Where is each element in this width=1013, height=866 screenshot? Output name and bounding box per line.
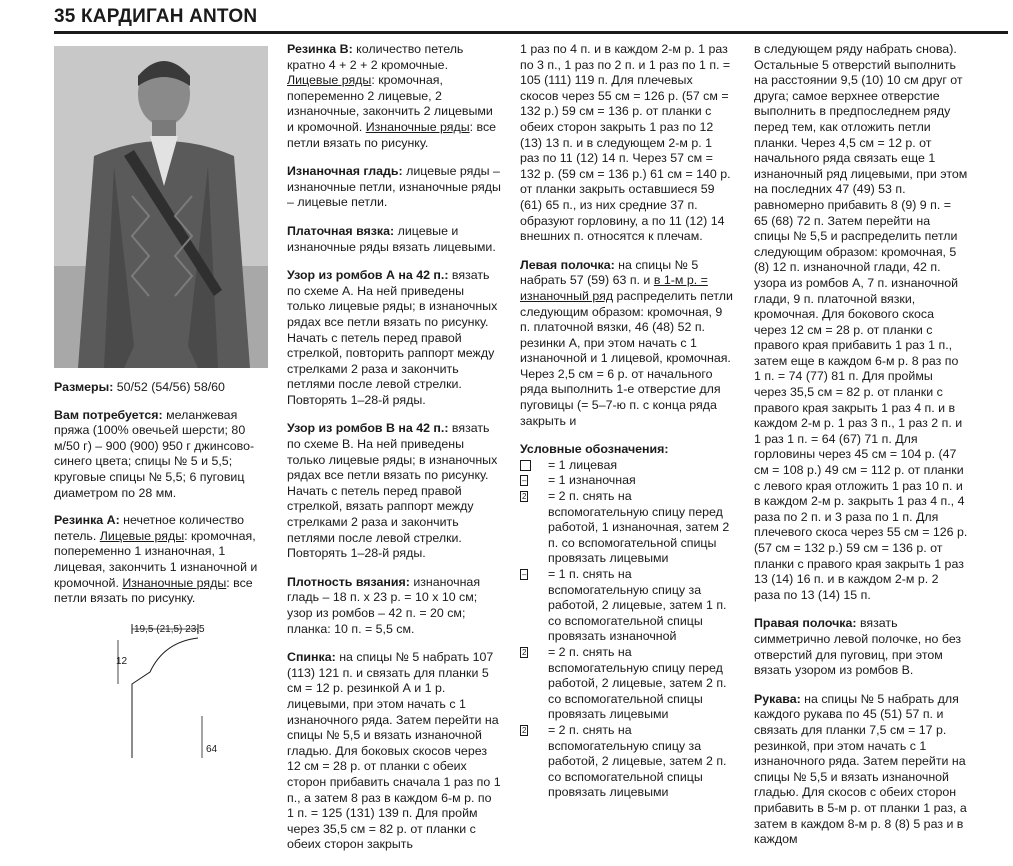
schema-bottom-label: 64 [206,744,218,755]
rib-b-underline-1: Лицевые ряды [287,73,372,88]
left-front-text-2: распределить петли следующим образом: кромочная, 9 п. платочной вязки, 46 (48) 52 п. резинки А, при этом начать с 1 изнаночной и 1 лицевой, кромочная. Через 2,5 см = 6 р. от начального ряда выполнить 1-е отверстие для пуговицы (= 5–7-ю п. с конца ряда закрыть и [520,288,733,428]
rib-b-underline-2: Изнаночные ряды [365,119,470,134]
legend-text: = 2 п. снять на вспомогательную спицу перед работой, 1 изнаночная, затем 2 п. со вспомогательной спицы провязать лицевыми [548,489,730,566]
materials-paragraph [54,408,270,502]
left-front-text-1: на спицы № 5 набрать 57 (59) 63 п. и [520,257,699,288]
purl-paragraph [287,164,501,211]
density-label: Плотность вязания: [287,574,410,589]
sleeves-value: на спицы № 5 набрать для каждого рукава по 45 (51) 57 п. и связать для планки 7,5 см = 17 р. резинкой, при этом начать с 1 изнаночного ряда. Затем перейти на спицы № 5,5 и вязать изнаночной гладью. Для скосов с обеих сторон прибавить в 5-м р. от планки 1 раз, а затем в каждом 8-м р. 8 (8) 5 раз и в каждом [754,691,967,847]
legend-item [520,645,734,723]
density-value: изнаночная гладь – 18 п. х 23 р. = 10 х 10 см; узор из ромбов – 42 п. = 20 см; планка: 10 п. = 5,5 см. [287,574,481,636]
legend-item [520,473,734,489]
schema-top-label: 19,5 (21,5) 23,5 [134,624,205,635]
page-title: 35 КАРДИГАН ANTON [54,6,258,27]
column-2 [287,42,501,866]
legend-text: = 1 п. снять на вспомогательную спицу за работой, 2 лицевые, затем 1 п. со вспомогательной спицы провязать изнаночной [548,567,727,644]
cable-back-purl-icon: – [522,570,527,579]
rib-a-underline-1: Лицевые ряды [99,528,185,543]
legend-text: = 2 п. снять на вспомогательную спицу перед работой, 2 лицевые, затем 2 п. со вспомогательной спицы провязать лицевыми [548,644,727,722]
rib-b-text-2: : кромочная, попеременно 2 лицевые, 2 изнаночные, закончить 2 лицевыми и кромочной. [287,73,493,134]
pattern-a-value: вязать по схеме А. На ней приведены только лицевые ряды; в изнаночных рядах все петли вязать по рисунку. Начать с петель перед правой стрелкой, повторить раппорт между стрелками 2 раза и закончить петлями после левой стрелки. Повторять 1–28-й ряды. [287,268,498,407]
right-front-value: вязать симметрично левой полочке, но без отверстий для пуговиц, при этом вязать узором из ромбов В. [754,616,962,678]
pattern-b-label: Узор из ромбов В на 42 п.: [287,421,449,436]
title-rule [54,31,1008,34]
purl-value: лицевые ряды – изнаночные петли, изнаночные ряды – лицевые петли. [287,164,501,210]
left-front-continued: в следующем ряду набрать снова). Остальные 5 отверстий выполнить на расстоянии 9,5 (10) 10 см друг от друга; самое верхнее отверстие выполнить в предпоследнем ряду перед тем, как отложить петли планки. Через 4,5 см = 12 р. от начального ряда связать еще 1 изнаночный ряд лицевыми, при этом на последних 47 (49) 53 п. равномерно прибавить 8 (9) 9 п. = 65 (68) 72 п. Затем перейти на спицы № 5,5 и распределить петли следующим образом: кромочная, 5 (8) 12 п. изнаночной глади, 42 п. узора из ромбов А, 7 п. изнаночной глади, 9 п. платочной вязки, кромочная. Для бокового скоса через 12 см = 28 р. от планки с правого края прибавить 1 раз 1 п., затем еще в каждом 6-м р. 8 раз по 1 п. = 74 (77) 81 п. Для проймы через 35,5 см = 82 р. от планки с правого края закрыть 1 раз 4 п. и в каждом 2-м р. 1 раз 3 п., 1 раз 2 п. и 1 раз 1 п. = 64 (67) 71 п. Для горловины через 45 см = 104 р. (47 см = 108 р.) 49 см = 112 р. от планки с левого края отложить 1 раз 10 п. и в каждом 2-м р. закрыть 1 раз 4 п., 4 раза по 2 п. и 3 раза по 1 п. Для плечевого скоса через 55 см = 126 р. (57 см = 132 р.) 59 см = 136 р. от планки с правого края закрыть 1 раз 13 (14) 16 п. и в каждом 2-м р. 2 раза по 13 (14) 15 п. [754,42,968,602]
pattern-b-paragraph [287,421,501,561]
schema-drawing [110,620,270,758]
density-paragraph [287,575,501,637]
back-continued: 1 раз по 4 п. и в каждом 2-м р. 1 раз по 3 п., 1 раз по 2 п. и 1 раз по 1 п. = 105 (111) 119 п. Для плечевых скосов через 55 см = 126 р. (57 см = 132 р.) 59 см = 136 р. от планки с обеих сторон закрыть 1 раз по 12 (13) 13 п. и в следующем 2-м р. 1 раз по 11 (12) 14 п. Через 57 см = 132 р. (59 см = 136 р.) 61 см = 140 р. от планки закрыть оставшиеся 59 (61) 65 п., из них средние 37 п. образуют горловину, а по 11 (12) 14 внешних п. относятся к плечам. [520,42,731,244]
garter-label: Платочная вязка: [287,223,395,238]
legend-title: Условные обозначения: [520,442,669,457]
right-front-label: Правая полочка: [754,616,857,631]
column-4 [754,42,968,861]
sizes-paragraph [54,380,270,396]
legend-list [520,458,734,801]
garter-value: лицевые и изнаночные ряды вязать лицевыми. [287,223,496,254]
rib-a-label: Резинка А: [54,513,120,528]
rib-a-text-3: : все петли вязать по рисунку. [54,575,253,606]
rib-a-paragraph [54,513,270,607]
left-front-paragraph [520,258,734,430]
model-photo [54,46,268,368]
rib-b-text-3: : все петли вязать по рисунку. [287,119,497,150]
rib-b-text-1: количество петель кратно 4 + 2 + 2 кромочные. [287,42,464,72]
sleeves-label: Рукава: [754,691,801,706]
legend-text: = 2 п. снять на вспомогательную спицу за работой, 2 лицевые, затем 2 п. со вспомогательной спицы провязать лицевыми [548,722,727,800]
legend-item [520,458,734,474]
rib-b-paragraph [287,42,501,151]
cardigan-illustration [54,46,268,368]
materials-value: меланжевая пряжа (100% овечьей шерсти; 80 м/50 г) – 900 (900) 950 г джинсово-синего цвета; спицы № 5 и 5,5; круговые спицы № 5,5; 6 пуговиц диаметром по 28 мм. [54,407,255,500]
pattern-a-label: Узор из ромбов А на 42 п.: [287,268,449,283]
pattern-a-paragraph [287,268,501,408]
sizes-label: Размеры: [54,380,114,394]
back-value: на спицы № 5 набрать 107 (113) 121 п. и связать для планки 5 см = 12 р. резинкой А и 1 р. лицевыми, при этом начать с 1 изнаночного ряда. Затем перейти на спицы № 5,5 и вязать изнаночной гладью. Для боковых скосов через 12 см = 28 р. от планки с обеих сторон прибавить сначала 1 раз по 1 п., а затем 8 раз в каждом 6-м р. по 1 п. = 125 (131) 139 п. Для пройм через 35,5 см = 82 р. от планки с обеих сторон закрыть [287,650,501,852]
materials-label: Вам потребуется: [54,407,163,422]
cable-front-purl-icon: 2 [522,492,527,502]
legend-item [520,723,734,801]
right-front-paragraph [754,616,968,678]
rib-b-label: Резинка В: [287,42,353,56]
sizes-value: 50/52 (54/56) 58/60 [113,380,225,394]
purl-label: Изнаночная гладь: [287,164,403,179]
rib-a-text-2: : кромочная, попеременно 1 изнаночная, 1 лицевая, закончить 1 изнаночной и кромочной. [54,528,258,590]
pattern-schema [110,620,270,758]
column-1 [54,380,270,619]
rib-a-underline-2: Изнаночные ряды [122,575,227,590]
back-paragraph [287,650,501,853]
legend-item [520,567,734,645]
left-front-label: Левая полочка: [520,257,615,272]
legend-text: = 1 изнаночная [548,473,636,488]
left-front-underline: в 1-м р. = изнаночный ряд [520,273,708,303]
pattern-b-value: вязать по схеме В. На ней приведены только лицевые ряды; в изнаночных рядах все петли вязать по рисунку. Начать с петель перед правой стрелкой, вязать раппорт между стрелками 2 раза и закончить петлями после левой стрелки. Повторять 1–28-й ряды. [287,421,498,561]
garter-paragraph [287,224,501,255]
cable-front-knit-icon: 2 [522,647,527,657]
column-3 [520,42,734,801]
purl-symbol-icon: – [522,476,527,486]
sleeves-paragraph [754,692,968,848]
cable-back-knit-icon: 2 [522,725,527,735]
back-label: Спинка: [287,650,336,665]
rib-a-text-1: нечетное количество петель. [54,513,245,543]
legend-text: = 1 лицевая [548,457,618,472]
legend-item [520,489,734,567]
knit-symbol-icon [520,460,531,471]
schema-side-label: 12 [116,656,128,667]
